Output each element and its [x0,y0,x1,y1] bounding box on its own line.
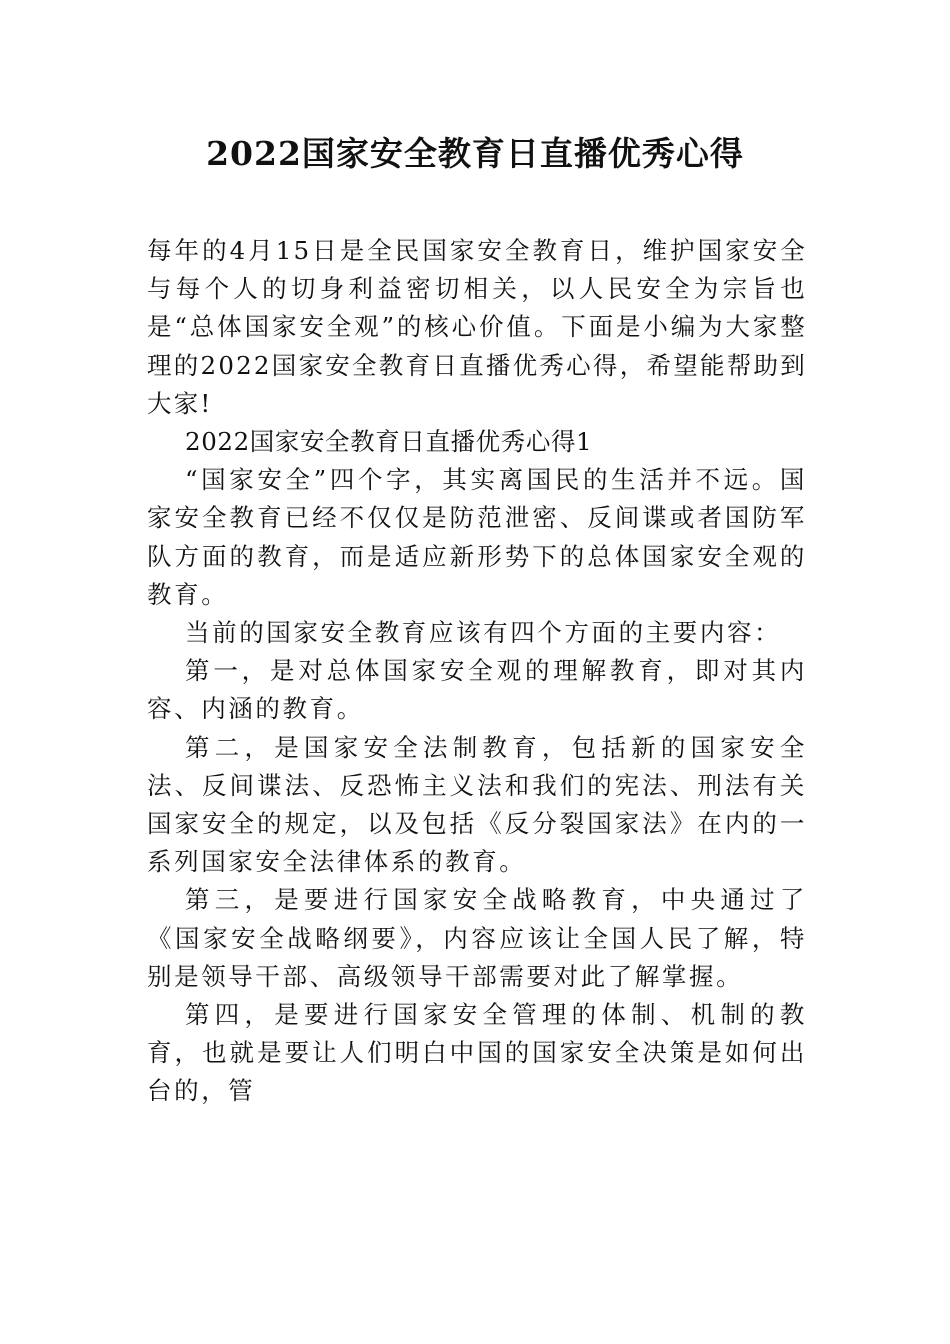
body-paragraph: “国家安全”四个字，其实离国民的生活并不远。国家安全教育已经不仅仅是防范泄密、反间谍或者国防军队方面的教育，而是适应新形势下的总体国家安全观的教育。 [147,465,807,609]
body-paragraph: 第二，是国家安全法制教育，包括新的国家安全法、反间谍法、反恐怖主义法和我们的宪法、刑法有关国家安全的规定，以及包括《反分裂国家法》在内的一系列国家安全法律体系的教育。 [147,732,807,877]
body-paragraph: 第三，是要进行国家安全战略教育，中央通过了《国家安全战略纲要》，内容应该让全国人民了解，特别是领导干部、高级领导干部需要对此了解掌握。 [147,885,807,991]
body-paragraph: 第四，是要进行国家安全管理的体制、机制的教育，也就是要让人们明白中国的国家安全决策是如何出台的，管 [147,1000,807,1106]
document-body [147,232,807,1111]
intro-paragraph: 每年的4月15日是全民国家安全教育日，维护国家安全与每个人的切身利益密切相关，以人民安全为宗旨也是“总体国家安全观”的核心价值。下面是小编为大家整理的2022国家安全教育日直播优秀心得，希望能帮助到大家! [147,236,807,418]
body-paragraph: 当前的国家安全教育应该有四个方面的主要内容： [185,618,782,648]
document-title: 2022国家安全教育日直播优秀心得 [206,134,744,173]
body-paragraph: 第一，是对总体国家安全观的理解教育，即对其内容、内涵的教育。 [147,656,807,724]
section-heading: 2022国家安全教育日直播优秀心得1 [185,427,593,457]
